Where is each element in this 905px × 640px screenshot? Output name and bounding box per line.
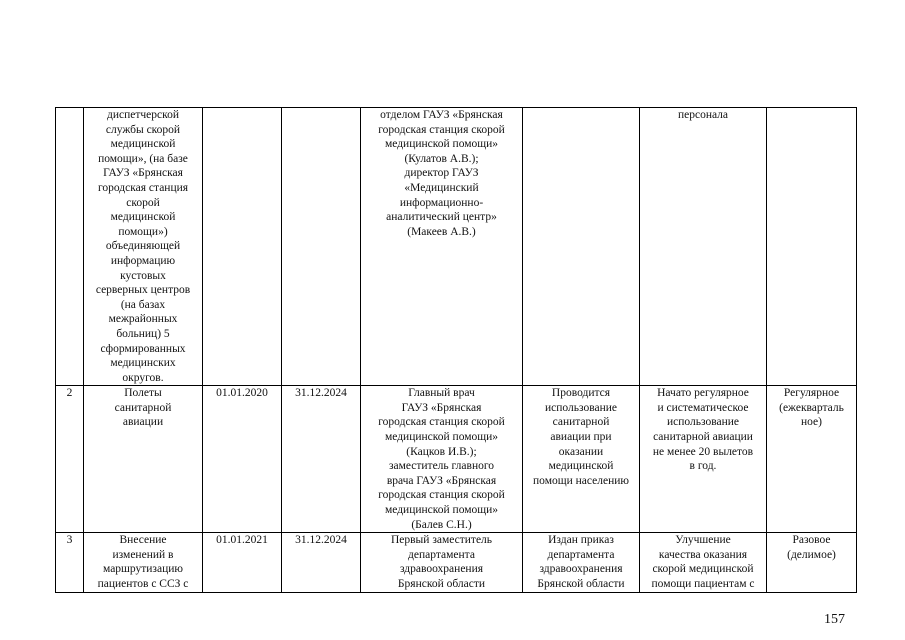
row-number: 2 (56, 386, 84, 533)
responsible: отделом ГАУЗ «Брянская городская станция скорой медицинской помощи» (Кулатов А.В.); директор ГАУЗ «Медицинский информационно- аналитический центр» (Макеев А.В.) (361, 108, 523, 386)
result (523, 108, 640, 386)
result: Издан приказ департамента здравоохранения Брянской области (523, 533, 640, 592)
event-type: Разовое (делимое) (767, 533, 857, 592)
start-date: 01.01.2021 (203, 533, 282, 592)
event-type (767, 108, 857, 386)
row-number: 3 (56, 533, 84, 592)
responsible: Первый заместитель департамента здравоохранения Брянской области (361, 533, 523, 592)
start-date (203, 108, 282, 386)
page-number: 157 (824, 612, 845, 627)
start-date: 01.01.2020 (203, 386, 282, 533)
end-date: 31.12.2024 (282, 386, 361, 533)
event-name: Внесение изменений в маршрутизацию пациентов с ССЗ с (84, 533, 203, 592)
table-row (56, 386, 857, 533)
table-row (56, 108, 857, 386)
event-type: Регулярное (ежекварталь ное) (767, 386, 857, 533)
table-row (56, 533, 857, 592)
event-name: диспетчерской службы скорой медицинской помощи», (на базе ГАУЗ «Брянская городская станция скорой медицинской помощи») объединяющей информацию кустовых серверных центров (на базах межрайонных больниц) 5 сформированных медицинских округов. (84, 108, 203, 386)
result: Проводится использование санитарной авиации при оказании медицинской помощи населению (523, 386, 640, 533)
effect: персонала (640, 108, 767, 386)
end-date (282, 108, 361, 386)
end-date: 31.12.2024 (282, 533, 361, 592)
row-number (56, 108, 84, 386)
effect: Начато регулярное и систематическое использование санитарной авиации не менее 20 вылетов в год. (640, 386, 767, 533)
responsible: Главный врач ГАУЗ «Брянская городская станция скорой медицинской помощи» (Кацков И.В.); заместитель главного врача ГАУЗ «Брянская городская станция скорой медицинской помощи» (Балев С.Н.) (361, 386, 523, 533)
event-name: Полеты санитарной авиации (84, 386, 203, 533)
effect: Улучшение качества оказания скорой медицинской помощи пациентам с (640, 533, 767, 592)
plan-table (55, 107, 857, 593)
